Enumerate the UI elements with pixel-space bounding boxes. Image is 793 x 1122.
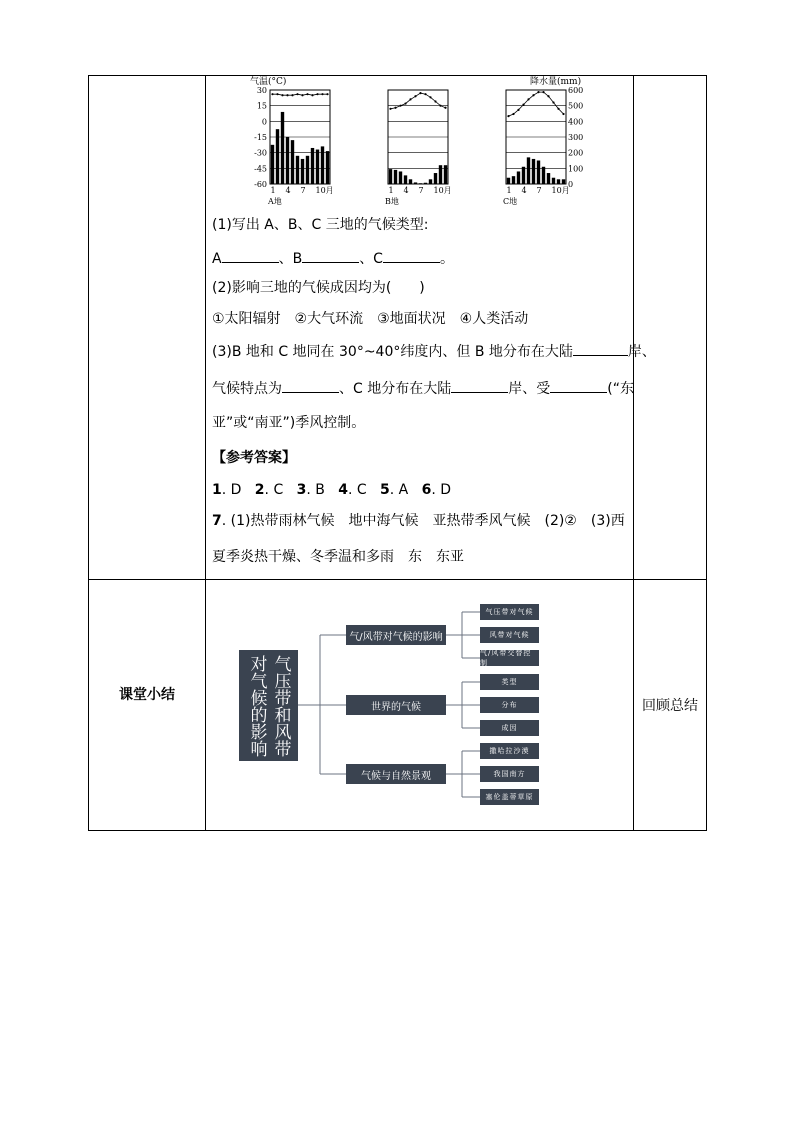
precip-bar: [316, 150, 319, 184]
precip-bar: [557, 179, 560, 184]
mindmap-root-line1: 气压带和风带: [270, 654, 291, 757]
q3-line3: 亚”或“南亚”)季风控制。: [212, 415, 366, 431]
q3-part3: 气候特点为: [212, 381, 282, 397]
q1-answer-line: [212, 248, 454, 268]
month-tick-label: 4: [285, 186, 291, 195]
q3-blank-4[interactable]: [550, 378, 607, 393]
temp-tick-label: -15: [254, 133, 267, 142]
answer-q7-text1: . (1)热带雨林气候 地中海气候 亚热带季风气候 (2)② (3)西: [221, 513, 625, 529]
precip-bar: [439, 165, 442, 184]
answer-item: 6. D: [421, 482, 452, 498]
q3-line2: [212, 378, 634, 398]
mindmap-branch-world-climate: 世界的气候: [346, 695, 446, 715]
temp-tick-label: 0: [261, 117, 267, 127]
answers-heading: 【参考答案】: [212, 450, 296, 466]
precip-bar: [276, 129, 279, 184]
precip-tick-label: 200: [568, 148, 584, 158]
month-tick-label: 1: [388, 186, 394, 195]
precip-bar: [527, 157, 530, 184]
precip-bar: [532, 159, 535, 184]
precip-tick-label: 0: [568, 180, 574, 189]
temp-tick-labels: [254, 86, 267, 189]
chart-a: [270, 90, 334, 195]
temp-line: [273, 94, 328, 95]
q3-blank-1[interactable]: [573, 341, 628, 356]
precip-bar: [281, 112, 284, 184]
precip-bar: [291, 140, 294, 184]
q1-blank-a[interactable]: [222, 248, 279, 263]
answer-q7-num: 7: [212, 513, 222, 529]
mindmap-branch-zones: 气/风带对气候的影响: [346, 625, 446, 645]
precip-bar: [434, 173, 437, 184]
precip-bar: [404, 175, 407, 184]
mindmap-root-line2: 对气候的影响: [246, 654, 267, 757]
chart-c: [506, 90, 570, 195]
precip-bar: [429, 179, 432, 184]
q2-prompt: (2)影响三地的气候成因均为( ): [212, 280, 425, 296]
precip-bar: [517, 171, 520, 184]
q3-part2: 岸、: [627, 344, 656, 360]
precip-bar: [522, 167, 525, 184]
month-tick-label: 7: [536, 186, 542, 195]
precip-bar: [394, 170, 397, 184]
q3-part6: (“东: [607, 381, 634, 397]
answers-line1: [212, 481, 451, 499]
precip-tick-label: 100: [568, 164, 584, 174]
mindmap-leaf: 撒哈拉沙漠: [480, 743, 539, 759]
precip-bar: [409, 179, 412, 184]
precip-bar: [537, 161, 540, 185]
month-tick-label: 10月: [315, 186, 334, 195]
precip-bar: [542, 167, 545, 184]
q3-part4: 、C 地分布在大陆: [339, 381, 452, 397]
summary-row-label: 课堂小结: [119, 687, 175, 703]
precip-bar: [321, 146, 324, 184]
mindmap-leaf: 塞伦盖蒂草原: [480, 789, 539, 805]
month-tick-label: 1: [506, 186, 512, 195]
mindmap-leaf: 气压带对气候: [480, 604, 539, 620]
precip-bar: [301, 159, 304, 184]
precip-bar: [286, 137, 289, 184]
precip-bar: [419, 183, 422, 184]
chart-c-label: C地: [503, 197, 518, 206]
precip-bar: [547, 173, 550, 184]
precip-bar: [424, 183, 427, 184]
q1-blank-b[interactable]: [302, 248, 359, 263]
precip-bar: [311, 148, 314, 184]
temp-line: [509, 92, 564, 116]
month-tick-label: 4: [403, 186, 409, 195]
precip-tick-label: 600: [568, 86, 584, 95]
q3-blank-3[interactable]: [451, 378, 508, 393]
precip-bar: [389, 169, 392, 184]
answer-item: 2. C: [254, 482, 284, 498]
q1-end: 。: [439, 251, 454, 267]
answer-item: 5. A: [380, 482, 409, 498]
precip-bar: [414, 182, 417, 184]
mindmap-leaf: 我国南方: [480, 766, 539, 782]
precip-bar: [512, 176, 515, 184]
mindmap-leaf: 类型: [480, 674, 539, 690]
answer-item: 1. D: [212, 482, 242, 498]
answer-q7-line1: [212, 512, 625, 530]
mindmap-root: [239, 650, 298, 761]
q2-options: ①太阳辐射 ②大气环流 ③地面状况 ④人类活动: [212, 311, 529, 327]
q1-blank-c[interactable]: [383, 248, 440, 263]
q1-prompt: (1)写出 A、B、C 三地的气候类型:: [212, 217, 429, 233]
precip-bar: [399, 171, 402, 184]
precip-tick-label: 500: [568, 101, 584, 111]
climate-charts: [240, 76, 600, 208]
q1-sep-b: 、B: [278, 251, 303, 267]
mindmap-leaf: 分布: [480, 697, 539, 713]
temp-tick-label: -30: [254, 148, 267, 158]
precip-bar: [507, 178, 510, 184]
temp-axis-title: 气温(°C): [250, 77, 287, 87]
answer-q7-line2: 夏季炎热干燥、冬季温和多雨 东 东亚: [212, 549, 464, 565]
mindmap-leaf: 风带对气候: [480, 627, 539, 643]
temp-line: [391, 93, 446, 109]
precip-tick-labels: [568, 86, 583, 189]
mindmap-leaf: 气/风带交替控制: [480, 650, 539, 666]
q3-part5: 岸、受: [508, 381, 551, 397]
precip-tick-label: 400: [568, 117, 584, 127]
temp-tick-label: 30: [256, 86, 267, 95]
q3-line1: [212, 341, 656, 361]
chart-b: [388, 90, 452, 195]
precip-bar: [552, 178, 555, 184]
precip-axis-title: 降水量(mm): [530, 77, 582, 87]
q1-sep-c: 、C: [359, 251, 383, 267]
q3-blank-2[interactable]: [282, 378, 339, 393]
month-tick-label: 4: [521, 186, 527, 195]
precip-bar: [562, 179, 565, 184]
precip-bar: [326, 151, 329, 184]
answer-item: 3. B: [296, 482, 325, 498]
chart-b-label: B地: [385, 197, 399, 206]
precip-bar: [444, 165, 447, 184]
temp-tick-label: -60: [254, 180, 267, 189]
precip-bar: [306, 156, 309, 184]
summary-right-text: 回顾总结: [642, 698, 698, 714]
q3-part1: (3)B 地和 C 地同在 30°~40°纬度内、但 B 地分布在大陆: [212, 344, 573, 360]
precip-tick-label: 300: [568, 133, 584, 142]
precip-bar: [296, 156, 299, 184]
mindmap-leaf: 成因: [480, 720, 539, 736]
q1-a: A: [212, 251, 222, 267]
month-tick-label: 10月: [433, 186, 452, 195]
precip-bar: [271, 145, 274, 184]
answer-item: 4. C: [338, 482, 367, 498]
mindmap-branch-landscape: 气候与自然景观: [346, 764, 446, 784]
month-tick-label: 1: [270, 186, 276, 195]
temp-tick-label: -45: [254, 164, 267, 174]
month-tick-label: 7: [300, 186, 306, 195]
month-tick-label: 7: [418, 186, 424, 195]
temp-tick-label: 15: [256, 101, 267, 111]
chart-a-label: A地: [268, 197, 282, 206]
month-tick-label: 10月: [551, 186, 570, 195]
